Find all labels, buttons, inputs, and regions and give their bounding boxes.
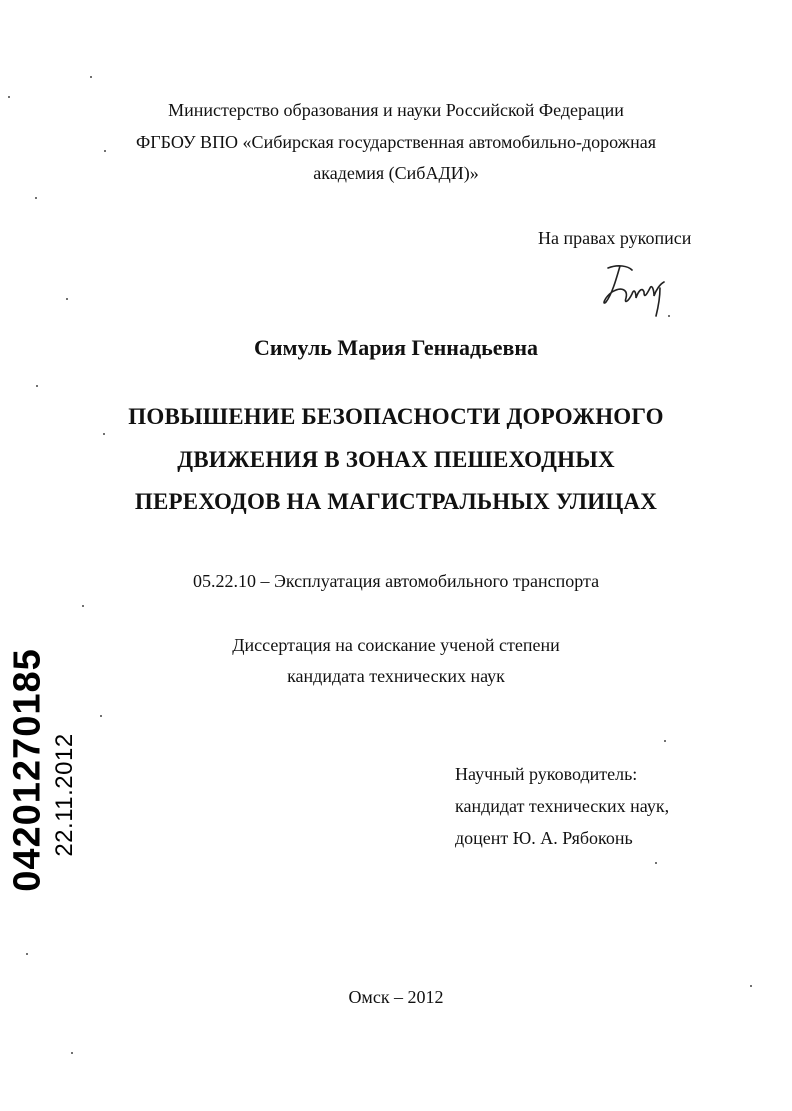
scan-speck	[100, 715, 102, 717]
scan-speck	[103, 433, 105, 435]
scan-speck	[26, 953, 28, 955]
manuscript-note: На правах рукописи	[538, 228, 692, 248]
advisor-label: Научный руководитель:	[455, 764, 638, 784]
ministry-line: Министерство образования и науки Российской Федерации	[168, 100, 624, 120]
scan-speck	[36, 385, 38, 387]
signature	[598, 258, 678, 320]
stamp-date-text: 22.11.2012	[51, 733, 78, 857]
author-name: Симуль Мария Геннадьевна	[253, 335, 539, 360]
degree-line-1: Диссертация на соискание ученой степени	[232, 635, 560, 655]
university-line-1: ФГБОУ ВПО «Сибирская государственная автомобильно-дорожная	[135, 132, 657, 152]
library-stamp-date	[50, 735, 80, 855]
scan-speck	[82, 605, 84, 607]
scan-speck	[71, 1052, 73, 1054]
degree-line-2: кандидата технических наук	[287, 666, 505, 686]
scan-speck	[35, 197, 37, 199]
advisor-name: доцент Ю. А. Рябоконь	[455, 828, 633, 848]
scan-speck	[655, 862, 657, 864]
advisor-degree: кандидат технических наук,	[455, 796, 670, 816]
scan-speck	[90, 76, 92, 78]
stamp-number-text: 04201270185	[6, 648, 49, 892]
city-year: Омск – 2012	[348, 987, 444, 1007]
scan-speck	[668, 315, 670, 317]
scan-speck	[750, 985, 752, 987]
scan-speck	[664, 740, 666, 742]
scan-speck	[66, 298, 68, 300]
title-line-2: ДВИЖЕНИЯ В ЗОНАХ ПЕШЕХОДНЫХ	[177, 447, 615, 472]
title-line-3: ПЕРЕХОДОВ НА МАГИСТРАЛЬНЫХ УЛИЦАХ	[134, 489, 658, 514]
university-line-2: академия (СибАДИ)»	[313, 163, 479, 183]
scan-speck	[8, 96, 10, 98]
scan-speck	[104, 150, 106, 152]
library-stamp-number	[6, 648, 49, 892]
title-line-1: ПОВЫШЕНИЕ БЕЗОПАСНОСТИ ДОРОЖНОГО	[128, 404, 664, 429]
specialty-line: 05.22.10 – Эксплуатация автомобильного транспорта	[192, 571, 600, 591]
